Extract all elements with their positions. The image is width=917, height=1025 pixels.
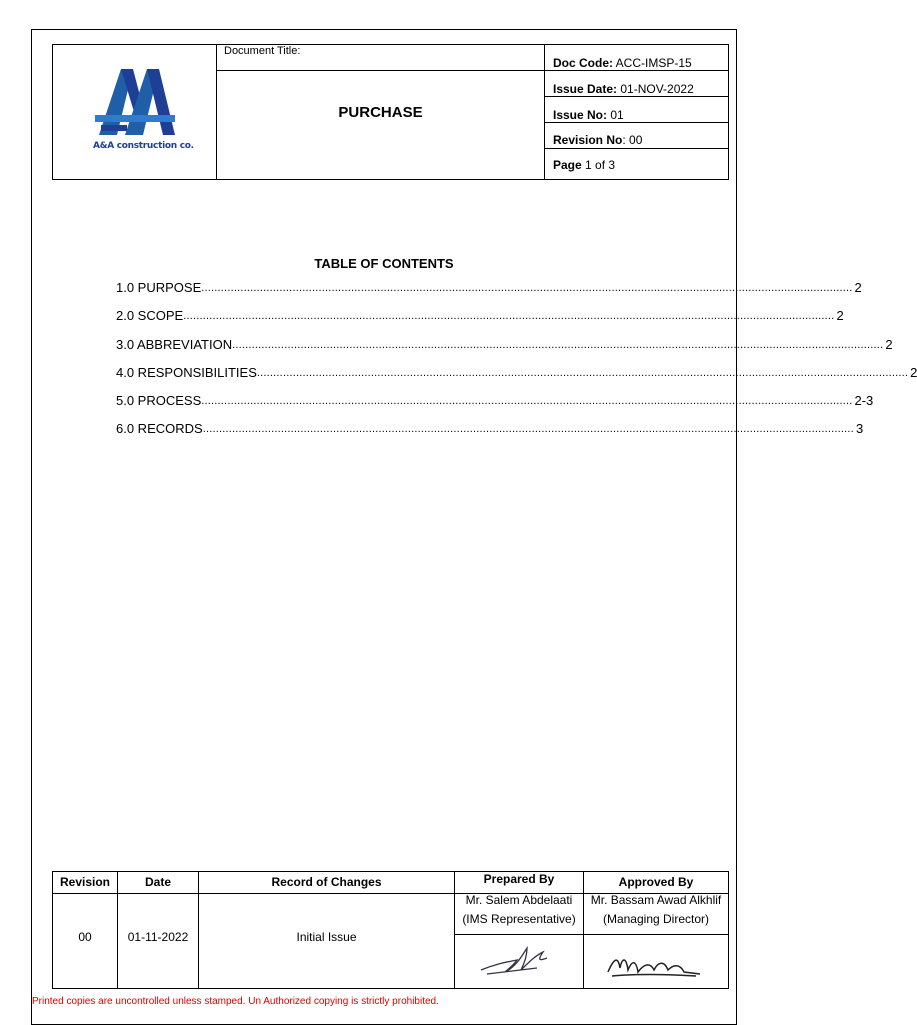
toc-item-page: 2 xyxy=(910,364,917,380)
toc-item[interactable] xyxy=(116,421,864,449)
divider xyxy=(455,934,583,935)
record-of-changes-column xyxy=(199,872,455,988)
toc-item-label: 3.0 ABBREVIATION xyxy=(116,336,233,352)
toc-item-label: 4.0 RESPONSIBILITIES xyxy=(116,364,257,380)
toc-item-page: 3 xyxy=(855,421,864,437)
approved-by-role: (Managing Director) xyxy=(602,912,710,926)
toc-item[interactable] xyxy=(116,308,844,336)
company-logo-cell xyxy=(53,45,217,179)
prepared-by-name: Mr. Salem Abdelaati xyxy=(465,893,573,907)
toc-item-label: 1.0 PURPOSE xyxy=(116,280,202,295)
footer-note: Printed copies are uncontrolled unless stamped. Un Authorized copying is strictly prohibited. xyxy=(32,996,439,1007)
toc-leader-dots: ........................................................................................................................................................................................................ xyxy=(256,366,909,379)
company-logo-icon xyxy=(91,65,181,145)
prepared-by-column xyxy=(455,872,584,988)
prepared-by-role: (IMS Representative) xyxy=(462,912,576,926)
divider xyxy=(584,934,728,935)
approved-by-signature-icon xyxy=(604,948,704,980)
revision-value: 00 xyxy=(78,930,92,944)
toc-item[interactable] xyxy=(116,336,893,365)
date-header: Date xyxy=(144,875,171,889)
toc-leader-dots: ........................................................................................................................................................................................................ xyxy=(183,310,835,323)
toc-item-page: 2 xyxy=(836,308,844,324)
divider xyxy=(545,96,728,97)
toc-item-page: 2 xyxy=(854,280,862,295)
document-header-table xyxy=(52,44,729,180)
document-info-cell xyxy=(545,45,728,179)
prepared-by-signature-icon xyxy=(477,942,561,980)
toc-item-label: 2.0 SCOPE xyxy=(116,308,184,324)
toc-title: TABLE OF CONTENTS xyxy=(314,256,454,271)
approved-by-name: Mr. Bassam Awad Alkhlif xyxy=(590,893,722,907)
toc-leader-dots: ........................................................................................................................................................................................................ xyxy=(201,395,853,408)
toc-leader-dots: ........................................................................................................................................................................................................ xyxy=(202,423,854,436)
revision-column xyxy=(53,872,118,988)
divider xyxy=(217,70,544,71)
page-number: Page 1 of 3 xyxy=(553,158,616,172)
prepared-by-header: Prepared By xyxy=(483,872,555,886)
record-of-changes-header: Record of Changes xyxy=(271,875,382,889)
toc-item-label: 6.0 RECORDS xyxy=(116,421,203,437)
approved-by-column xyxy=(584,872,728,988)
toc-item[interactable] xyxy=(116,280,862,308)
revision-header: Revision xyxy=(59,875,110,889)
toc-item-page: 2 xyxy=(885,336,893,352)
divider xyxy=(545,148,728,149)
divider xyxy=(545,70,728,71)
document-title-cell xyxy=(217,45,545,179)
record-of-changes-value: Initial Issue xyxy=(296,930,357,944)
issue-date: Issue Date: 01-NOV-2022 xyxy=(553,82,694,96)
toc-leader-dots: ........................................................................................................................................................................................................ xyxy=(201,282,853,294)
date-value: 01-11-2022 xyxy=(127,930,189,944)
toc-item[interactable] xyxy=(116,393,874,421)
date-column xyxy=(118,872,199,988)
revision-no: Revision No: 00 xyxy=(553,133,643,147)
toc-leader-dots: ........................................................................................................................................................................................................ xyxy=(232,338,884,351)
company-logo-text: A&A construction co. xyxy=(93,141,194,151)
doc-code: Doc Code: ACC-IMSP-15 xyxy=(553,56,692,70)
table-of-contents xyxy=(116,280,917,450)
document-title: PURCHASE xyxy=(338,104,423,121)
toc-item[interactable] xyxy=(116,364,917,393)
divider xyxy=(545,122,728,123)
revision-table xyxy=(52,871,729,989)
issue-no: Issue No: 01 xyxy=(553,108,624,122)
document-title-label: Document Title: xyxy=(224,45,301,57)
toc-item-label: 5.0 PROCESS xyxy=(116,393,202,409)
toc-item-page: 2-3 xyxy=(854,393,874,409)
approved-by-header: Approved By xyxy=(618,875,694,889)
